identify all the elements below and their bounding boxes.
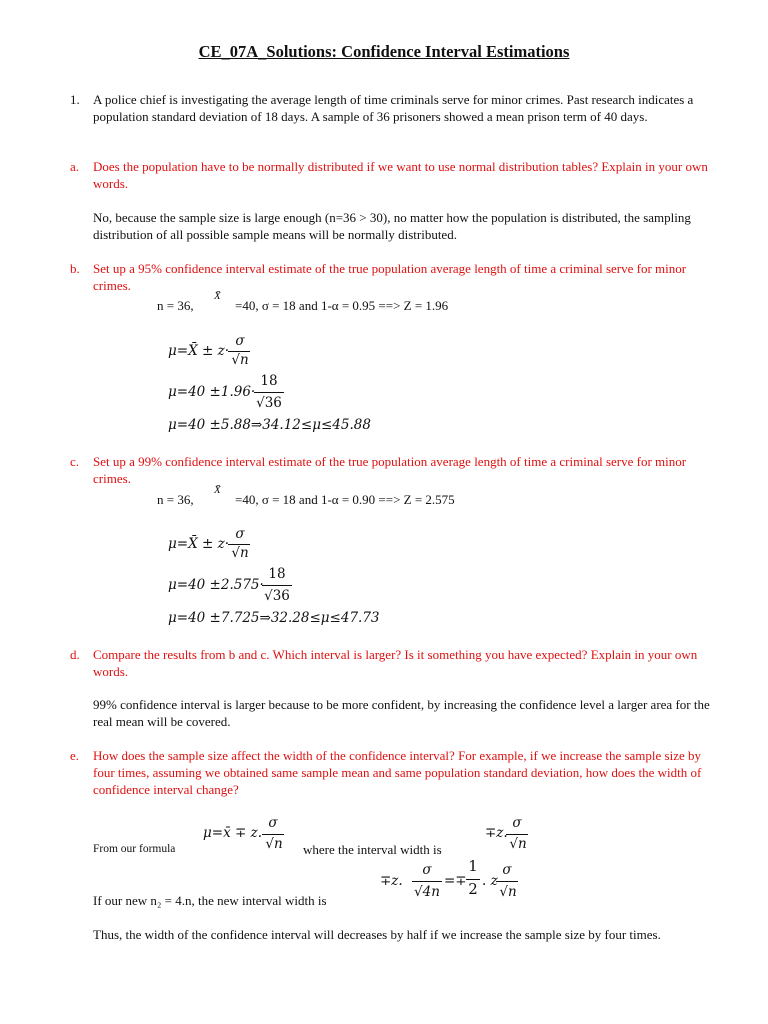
part-e-new-mid: =∓ [444, 873, 467, 889]
part-c-xbar: X̄ [214, 484, 221, 496]
part-e-new-numerator: σ [422, 862, 432, 878]
part-e-width-text: where the interval width is [303, 842, 442, 857]
part-e-new-text: If our new n₂ = 4.n, the new interval width is [93, 893, 327, 908]
part-b-formula-1-denominator: √n [231, 352, 249, 368]
fraction-bar [506, 834, 528, 835]
fraction-bar [262, 834, 284, 835]
fraction-bar [262, 585, 292, 586]
part-c-formula-1: μ=X̄ ± z· [168, 536, 229, 552]
part-e-formula-prefix: From our formula [93, 843, 176, 855]
part-a-label: a. [70, 159, 80, 174]
fraction-bar [412, 881, 442, 882]
part-c-given-prefix: n = 36, [157, 492, 194, 507]
part-c-formula-1-denominator: √n [231, 545, 249, 561]
question-number: 1. [70, 92, 80, 107]
part-e-half-numerator: 1 [468, 857, 478, 875]
part-a-question: Does the population have to be normally distributed if we want to use normal distribution tables? Explain in your own words. [93, 159, 708, 191]
part-e-width-formula: ∓z. [485, 825, 508, 841]
part-b-formula-2: μ=40 ±1.96· [168, 384, 256, 400]
part-d-question: Compare the results from b and c. Which interval is larger? Is it something you have expected? Explain in your own words. [93, 647, 698, 679]
formula-left: μ=X̄ ± z· [168, 343, 229, 359]
part-e-conclusion: Thus, the width of the confidence interval will decreases by half if we increase the sample size by four times. [93, 927, 661, 942]
part-e-formula-numerator: σ [268, 815, 278, 831]
part-b-label: b. [70, 261, 80, 276]
part-b-formula-2-denominator: √36 [256, 395, 282, 411]
part-e-new-numerator-2: σ [502, 862, 512, 878]
part-e-width-numerator: σ [512, 815, 522, 831]
part-e-question: How does the sample size affect the width of the confidence interval? For example, if we increase the sample size by four times, assuming we obtained same sample mean and same population standard deviation, how does the width of confidence interval change? [93, 748, 702, 797]
part-b-given-prefix: n = 36, [157, 298, 194, 313]
part-b-formula-3: μ=40 ±5.88⇒34.12≤μ≤45.88 [168, 417, 371, 433]
part-c-label: c. [70, 454, 80, 469]
part-c-formula-3: μ=40 ±7.725⇒32.28≤μ≤47.73 [168, 610, 380, 626]
part-c-formula-2: μ=40 ±2.575· [168, 577, 264, 593]
part-e-new-z: . z [482, 873, 498, 889]
part-c-given-suffix: =40, σ = 18 and 1-α = 0.90 ==> Z = 2.575 [235, 492, 455, 507]
part-e-width-denominator: √n [509, 836, 527, 852]
part-d-label: d. [70, 647, 80, 662]
part-e-new-denominator-2: √n [499, 884, 517, 900]
part-c-formula-1-numerator: σ [235, 526, 245, 542]
part-b-formula-2-numerator: 18 [260, 373, 278, 389]
part-b-given-suffix: =40, σ = 18 and 1-α = 0.95 ==> Z = 1.96 [235, 298, 449, 313]
part-e-new-denominator: √4n [414, 884, 440, 900]
part-c-formula-2-numerator: 18 [268, 566, 286, 582]
part-e-formula: μ=x̄ ∓ z. [203, 825, 262, 841]
part-c-formula-2-denominator: √36 [264, 588, 290, 604]
part-e-new-formula: ∓z. [380, 873, 403, 889]
part-e-half-denominator: 2 [468, 880, 478, 898]
part-e-label: e. [70, 748, 80, 763]
part-a-answer: No, because the sample size is large enough (n=36 > 30), no matter how the population is distributed, the sampling distribution of all possible sample means will be normally distributed. [93, 210, 691, 242]
question-text: A police chief is investigating the average length of time criminals serve for minor crimes. Past research indicates a population standard deviation of 18 days. A sample of 36 prisoners showed a mean prison term of 40 days. [93, 92, 694, 124]
fraction-bar [496, 881, 518, 882]
part-c-question: Set up a 99% confidence interval estimate of the true population average length of time a criminal serve for minor crimes. [93, 454, 687, 486]
part-b-formula-1 [168, 343, 229, 360]
page-title: CE_07A_Solutions: Confidence Interval Estimations [198, 42, 570, 61]
part-d-answer: 99% confidence interval is larger because to be more confident, by increasing the confidence level a larger area for the real mean will be covered. [93, 697, 710, 729]
part-b-formula-1-numerator: σ [235, 333, 245, 349]
fraction-bar [254, 392, 284, 393]
part-b-question: Set up a 95% confidence interval estimate of the true population average length of time a criminal serve for minor crimes. [93, 261, 687, 293]
part-e-formula-denominator: √n [265, 836, 283, 852]
part-b-xbar: X̄ [214, 290, 221, 302]
